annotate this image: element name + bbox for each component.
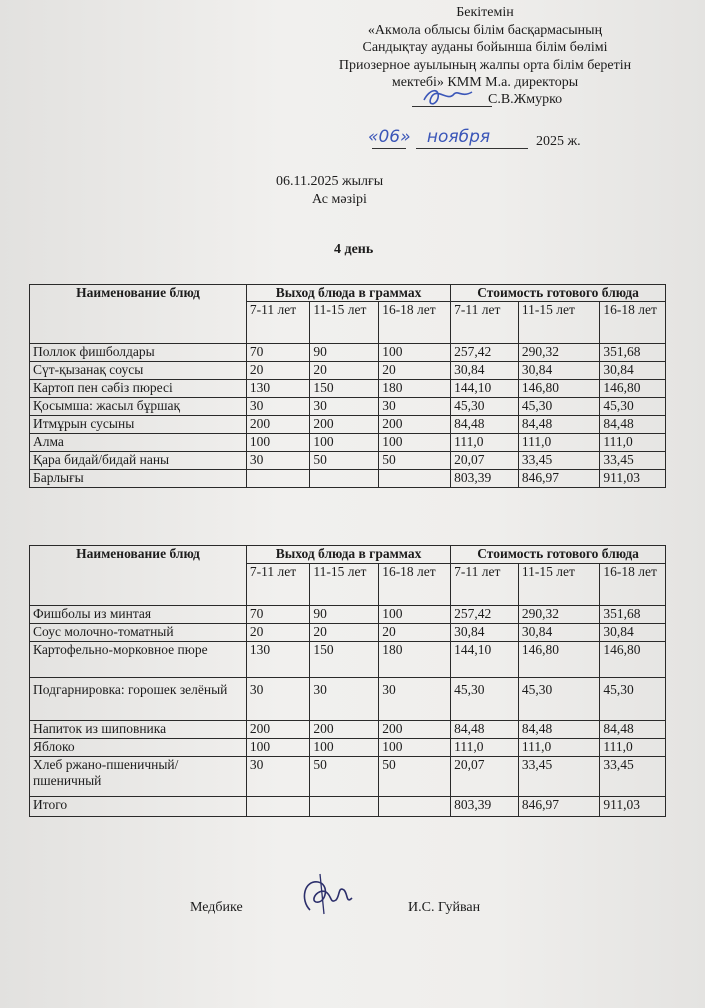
- header-dish-name: Наименование блюд: [30, 285, 247, 344]
- weight-cell: 200: [379, 416, 451, 434]
- total-cost-cell: 846,97: [518, 470, 599, 488]
- weight-cell: 70: [246, 344, 309, 362]
- weight-cell: 50: [310, 452, 379, 470]
- weight-cell: 20: [246, 624, 309, 642]
- table-row: [30, 362, 666, 380]
- dish-name: Итмұрын сусыны: [30, 416, 247, 434]
- cost-cell: 111,0: [600, 739, 666, 757]
- cost-cell: 33,45: [518, 757, 599, 797]
- total-row: [30, 797, 666, 817]
- cost-cell: 20,07: [451, 452, 519, 470]
- weight-cell: 180: [379, 380, 451, 398]
- cost-cell: 146,80: [518, 380, 599, 398]
- cost-cell: 84,48: [451, 721, 519, 739]
- date-year: 2025 ж.: [536, 134, 581, 149]
- weight-cell: 30: [379, 678, 451, 721]
- date-underline: [372, 148, 406, 149]
- header-age-group: 11-15 лет: [518, 564, 599, 606]
- weight-cell: 100: [379, 344, 451, 362]
- cost-cell: 33,45: [600, 757, 666, 797]
- date-underline: [416, 148, 528, 149]
- weight-cell: 30: [246, 678, 309, 721]
- weight-cell: 50: [379, 757, 451, 797]
- dish-name: Алма: [30, 434, 247, 452]
- weight-cell: 130: [246, 380, 309, 398]
- total-cost-cell: 911,03: [600, 797, 666, 817]
- menu-day: 4 день: [334, 242, 374, 257]
- weight-cell: 30: [246, 452, 309, 470]
- table-row: [30, 398, 666, 416]
- weight-cell: 100: [379, 739, 451, 757]
- cost-cell: 84,48: [518, 721, 599, 739]
- cost-cell: 84,48: [518, 416, 599, 434]
- header-dish-name: Наименование блюд: [30, 546, 247, 606]
- weight-cell: 20: [379, 624, 451, 642]
- header-age-group: 7-11 лет: [451, 564, 519, 606]
- header-age-group: 11-15 лет: [310, 302, 379, 344]
- header-age-group: 7-11 лет: [246, 302, 309, 344]
- total-cost-cell: 846,97: [518, 797, 599, 817]
- cost-cell: 144,10: [451, 380, 519, 398]
- weight-cell: 50: [310, 757, 379, 797]
- table-row: [30, 344, 666, 362]
- cost-cell: 146,80: [600, 642, 666, 678]
- cost-cell: 33,45: [518, 452, 599, 470]
- cost-cell: 290,32: [518, 606, 599, 624]
- header-age-group: 16-18 лет: [600, 564, 666, 606]
- nurse-signature-icon: [296, 870, 358, 918]
- cost-cell: 146,80: [518, 642, 599, 678]
- document-title: Ас мәзірі: [312, 192, 367, 207]
- weight-cell: 100: [379, 434, 451, 452]
- cost-cell: 257,42: [451, 606, 519, 624]
- header-age-group: 16-18 лет: [379, 564, 451, 606]
- approval-block: [290, 4, 680, 92]
- table-row: [30, 380, 666, 398]
- weight-cell: 20: [310, 624, 379, 642]
- dish-name: Яблоко: [30, 739, 247, 757]
- table-row: [30, 606, 666, 624]
- table-row: [30, 642, 666, 678]
- cost-cell: 351,68: [600, 344, 666, 362]
- cost-cell: 351,68: [600, 606, 666, 624]
- dish-name: Подгарнировка: горошек зелёный: [30, 678, 247, 721]
- cost-cell: 45,30: [518, 678, 599, 721]
- weight-cell: [310, 470, 379, 488]
- cost-cell: 45,30: [600, 398, 666, 416]
- weight-cell: 50: [379, 452, 451, 470]
- cost-cell: 33,45: [600, 452, 666, 470]
- cost-cell: 111,0: [518, 434, 599, 452]
- cost-cell: 30,84: [451, 624, 519, 642]
- weight-cell: 180: [379, 642, 451, 678]
- table-row: [30, 739, 666, 757]
- cost-cell: 30,84: [451, 362, 519, 380]
- dish-name: Картоп пен сәбіз пюресі: [30, 380, 247, 398]
- weight-cell: 20: [310, 362, 379, 380]
- nurse-name: И.С. Гуйван: [408, 900, 481, 915]
- cost-cell: 45,30: [451, 398, 519, 416]
- header-cost: Стоимость готового блюда: [451, 546, 666, 564]
- director-name: С.В.Жмурко: [488, 92, 563, 107]
- weight-cell: 200: [310, 416, 379, 434]
- weight-cell: 30: [379, 398, 451, 416]
- dish-name: Соус молочно-томатный: [30, 624, 247, 642]
- total-cost-cell: 803,39: [451, 470, 519, 488]
- approval-line: Бекітемін: [456, 5, 514, 20]
- dish-name: Қара бидай/бидай наны: [30, 452, 247, 470]
- cost-cell: 20,07: [451, 757, 519, 797]
- weight-cell: 30: [310, 398, 379, 416]
- cost-cell: 30,84: [518, 362, 599, 380]
- weight-cell: 200: [246, 721, 309, 739]
- cost-cell: 30,84: [518, 624, 599, 642]
- table-row: [30, 624, 666, 642]
- cost-cell: 290,32: [518, 344, 599, 362]
- cost-cell: 111,0: [451, 434, 519, 452]
- weight-cell: [379, 797, 451, 817]
- weight-cell: 100: [379, 606, 451, 624]
- total-label: Итого: [30, 797, 247, 817]
- approval-line: «Акмола облысы білім басқармасының: [367, 22, 603, 38]
- weight-cell: 100: [310, 739, 379, 757]
- header-cost: Стоимость готового блюда: [451, 285, 666, 302]
- cost-cell: 45,30: [600, 678, 666, 721]
- weight-cell: 100: [310, 434, 379, 452]
- dish-name: Сүт-қызанақ соусы: [30, 362, 247, 380]
- director-signature-icon: [418, 84, 478, 110]
- cost-cell: 84,48: [600, 416, 666, 434]
- cost-cell: 84,48: [451, 416, 519, 434]
- table-row: [30, 452, 666, 470]
- cost-cell: 111,0: [451, 739, 519, 757]
- weight-cell: [246, 797, 309, 817]
- header-age-group: 11-15 лет: [518, 302, 599, 344]
- total-cost-cell: 911,03: [600, 470, 666, 488]
- weight-cell: 70: [246, 606, 309, 624]
- header-age-group: 7-11 лет: [451, 302, 519, 344]
- cost-cell: 144,10: [451, 642, 519, 678]
- cost-cell: 45,30: [518, 398, 599, 416]
- header-weight: Выход блюда в граммах: [246, 546, 450, 564]
- cost-cell: 45,30: [451, 678, 519, 721]
- table-row: [30, 434, 666, 452]
- weight-cell: [246, 470, 309, 488]
- header-age-group: 16-18 лет: [600, 302, 666, 344]
- cost-cell: 30,84: [600, 362, 666, 380]
- weight-cell: 30: [246, 757, 309, 797]
- menu-table-ru: [29, 545, 666, 817]
- cost-cell: 111,0: [600, 434, 666, 452]
- approval-date-handwritten: [368, 127, 490, 147]
- weight-cell: 20: [379, 362, 451, 380]
- dish-name: Поллок фишболдары: [30, 344, 247, 362]
- table-row: [30, 757, 666, 797]
- weight-cell: 100: [246, 739, 309, 757]
- weight-cell: 100: [246, 434, 309, 452]
- weight-cell: 200: [379, 721, 451, 739]
- dish-name: Фишболы из минтая: [30, 606, 247, 624]
- weight-cell: 30: [310, 678, 379, 721]
- dish-name: Хлеб ржано-пшеничный/пшеничный: [30, 757, 247, 797]
- menu-table-kk: [29, 284, 666, 488]
- weight-cell: [379, 470, 451, 488]
- approval-line: мектебі» КММ М.а. директоры: [391, 75, 579, 90]
- weight-cell: 90: [310, 606, 379, 624]
- total-cost-cell: 803,39: [451, 797, 519, 817]
- cost-cell: 146,80: [600, 380, 666, 398]
- weight-cell: 30: [246, 398, 309, 416]
- weight-cell: 150: [310, 642, 379, 678]
- total-label: Барлығы: [30, 470, 247, 488]
- dish-name: Қосымша: жасыл бұршақ: [30, 398, 247, 416]
- dish-name: Картофельно-морковное пюре: [30, 642, 247, 678]
- cost-cell: 111,0: [518, 739, 599, 757]
- table-row: [30, 416, 666, 434]
- document-date: 06.11.2025 жылғы: [276, 174, 384, 189]
- date-day: «06»: [368, 127, 411, 147]
- header-age-group: 7-11 лет: [246, 564, 309, 606]
- header-weight: Выход блюда в граммах: [246, 285, 450, 302]
- weight-cell: 150: [310, 380, 379, 398]
- approval-line: Сандықтау ауданы бойынша білім бөлімі: [362, 40, 608, 55]
- approval-line: Приозерное ауылының жалпы орта білім беретін: [338, 57, 632, 73]
- weight-cell: [310, 797, 379, 817]
- total-row: [30, 470, 666, 488]
- date-month: ноября: [426, 127, 491, 147]
- table-row: [30, 678, 666, 721]
- cost-cell: 257,42: [451, 344, 519, 362]
- header-age-group: 11-15 лет: [310, 564, 379, 606]
- weight-cell: 200: [246, 416, 309, 434]
- header-age-group: 16-18 лет: [379, 302, 451, 344]
- weight-cell: 90: [310, 344, 379, 362]
- nurse-label: Медбике: [190, 900, 243, 915]
- weight-cell: 20: [246, 362, 309, 380]
- table-row: [30, 721, 666, 739]
- cost-cell: 30,84: [600, 624, 666, 642]
- weight-cell: 130: [246, 642, 309, 678]
- cost-cell: 84,48: [600, 721, 666, 739]
- dish-name: Напиток из шиповника: [30, 721, 247, 739]
- weight-cell: 200: [310, 721, 379, 739]
